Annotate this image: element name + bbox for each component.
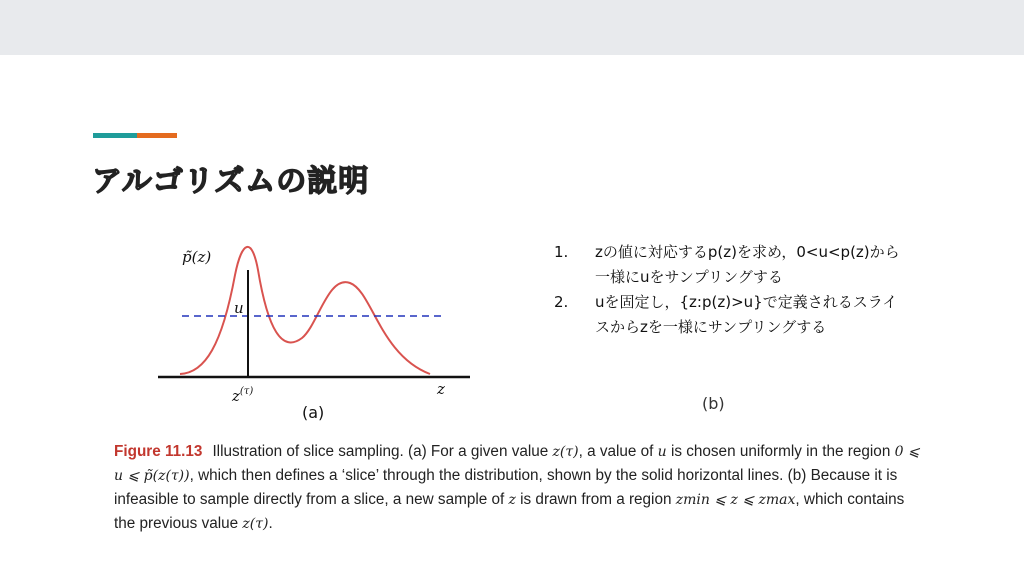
figure-caption [114,440,924,536]
panel-b-label: (b) [702,394,725,413]
step-number: 2. [554,293,569,311]
accent-bar-teal [93,133,137,138]
top-band [0,0,1024,55]
steps-list [554,240,904,340]
math-z-tau-prev: z(τ) [242,516,269,532]
figure-label: Figure 11.13 [114,443,203,460]
ylabel: p̃(z) [182,248,212,266]
math-zmin-zmax: zmin ⩽ z ⩽ zmax [675,492,796,508]
math-region: 0 ⩽ u ⩽ p̃(z(τ)) [114,444,920,484]
accent-bar-orange [137,133,177,138]
caption-text: , a value of [578,443,658,460]
step-text: zの値に対応するp(z)を求め，0<u<p(z)から一様にuをサンプリングする [595,243,900,286]
panel-a-label: (a) [302,403,325,422]
caption-text: is chosen uniformly in the region [666,443,895,460]
math-u: u [657,444,667,460]
caption-text: , which then defines a ‘slice’ through the distribution, shown by the solid horizontal lines. (b) Because it is infeasible to sample directly from a slice, a new sample of [114,467,898,508]
z-label: z [437,380,445,398]
density-curve [180,247,430,374]
caption-text: , which contains the previous value [114,491,905,532]
step-number: 1. [554,243,569,261]
caption-text: Illustration of slice sampling. (a) For a given value [212,443,553,460]
caption-text: is drawn from a region [515,491,676,508]
u-label: u [234,299,244,317]
list-item [554,240,904,290]
slide-title: アルゴリズムの説明 [92,164,370,199]
z-tau-label: $z^{(\tau)}$ [232,386,254,405]
list-item [554,290,904,340]
math-z: z [508,492,516,508]
step-text: uを固定し，{z:p(z)>u}で定義されるスライスからzを一様にサンプリングする [595,293,898,336]
caption-text: . [268,515,273,532]
math-z-tau: z(τ) [552,444,579,460]
slice-sampling-figure [150,235,480,410]
